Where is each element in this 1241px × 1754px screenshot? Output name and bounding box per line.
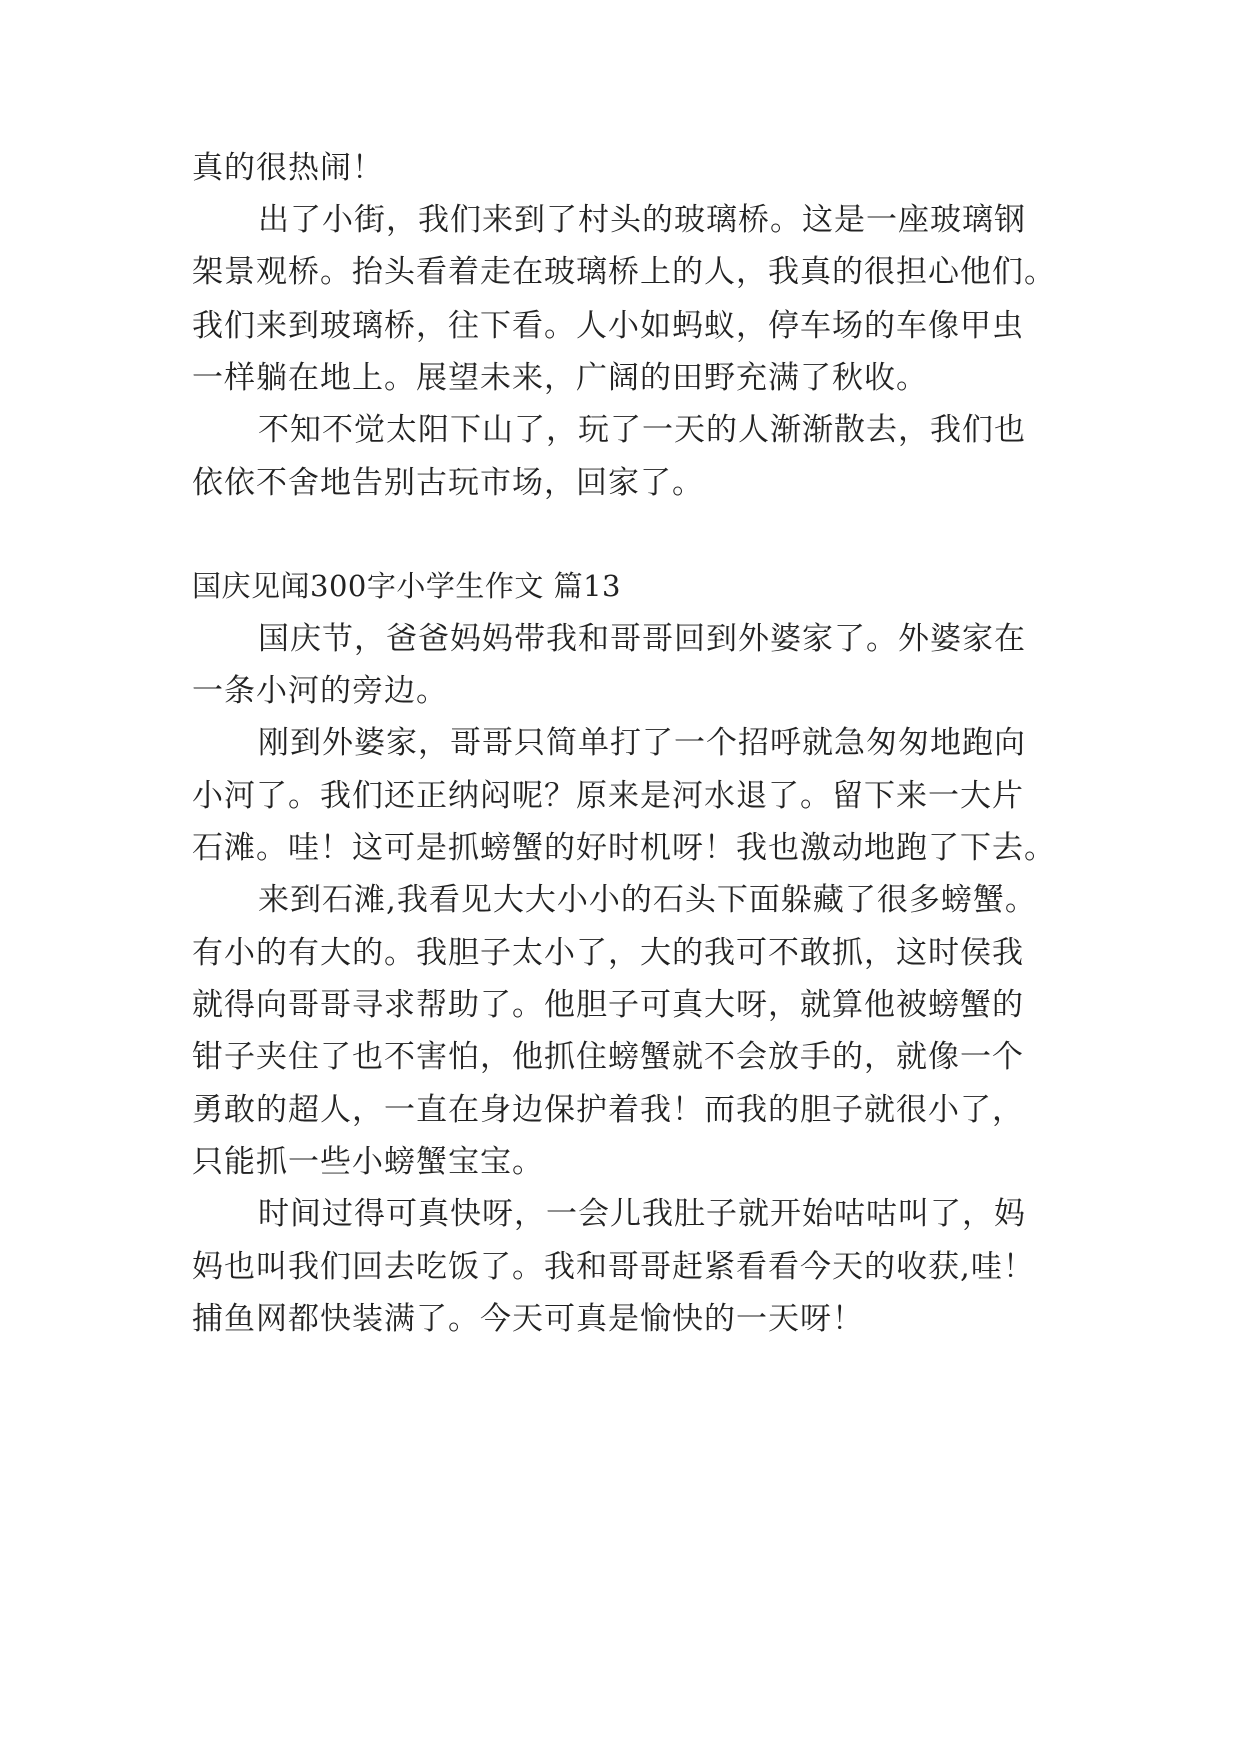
paragraph-line: 有小的有大的。我胆子太小了，大的我可不敢抓，这时侯我 bbox=[192, 935, 1024, 971]
paragraph-line: 只能抓一些小螃蟹宝宝。 bbox=[192, 1144, 544, 1180]
paragraph-line: 钳子夹住了也不害怕，他抓住螃蟹就不会放手的，就像一个 bbox=[192, 1039, 1024, 1075]
paragraph-line: 架景观桥。抬头看着走在玻璃桥上的人，我真的很担心他们。 bbox=[192, 254, 1056, 290]
paragraph-line: 一样躺在地上。展望未来，广阔的田野充满了秋收。 bbox=[192, 360, 928, 396]
paragraph-line: 小河了。我们还正纳闷呢？原来是河水退了。留下来一大片 bbox=[192, 778, 1024, 814]
paragraph-line: 勇敢的超人，一直在身边保护着我！而我的胆子就很小了， bbox=[192, 1092, 1024, 1128]
paragraph-line: 不知不觉太阳下山了，玩了一天的人渐渐散去，我们也 bbox=[258, 412, 1026, 448]
paragraph-line: 一条小河的旁边。 bbox=[192, 673, 448, 709]
paragraph-line: 妈也叫我们回去吃饭了。我和哥哥赶紧看看今天的收获,哇！ bbox=[192, 1249, 1035, 1285]
paragraph-line: 捕鱼网都快装满了。今天可真是愉快的一天呀！ bbox=[192, 1301, 864, 1337]
paragraph-line: 出了小街，我们来到了村头的玻璃桥。这是一座玻璃钢 bbox=[258, 202, 1026, 238]
paragraph-line: 刚到外婆家，哥哥只简单打了一个招呼就急匆匆地跑向 bbox=[258, 725, 1026, 761]
paragraph-line: 真的很热闹！ bbox=[192, 150, 384, 186]
paragraph-line: 就得向哥哥寻求帮助了。他胆子可真大呀，就算他被螃蟹的 bbox=[192, 987, 1024, 1023]
paragraph-line: 石滩。哇！这可是抓螃蟹的好时机呀！我也激动地跑了下去。 bbox=[192, 830, 1056, 866]
paragraph-line: 来到石滩,我看见大大小小的石头下面躲藏了很多螃蟹。 bbox=[258, 882, 1037, 918]
paragraph-line: 国庆节，爸爸妈妈带我和哥哥回到外婆家了。外婆家在 bbox=[258, 621, 1026, 657]
paragraph-line: 依依不舍地告别古玩市场，回家了。 bbox=[192, 465, 704, 501]
paragraph-line: 我们来到玻璃桥，往下看。人小如蚂蚁，停车场的车像甲虫 bbox=[192, 308, 1024, 344]
paragraph-line: 时间过得可真快呀，一会儿我肚子就开始咕咕叫了，妈 bbox=[258, 1196, 1026, 1232]
section-heading: 国庆见闻300字小学生作文 篇13 bbox=[192, 569, 621, 603]
